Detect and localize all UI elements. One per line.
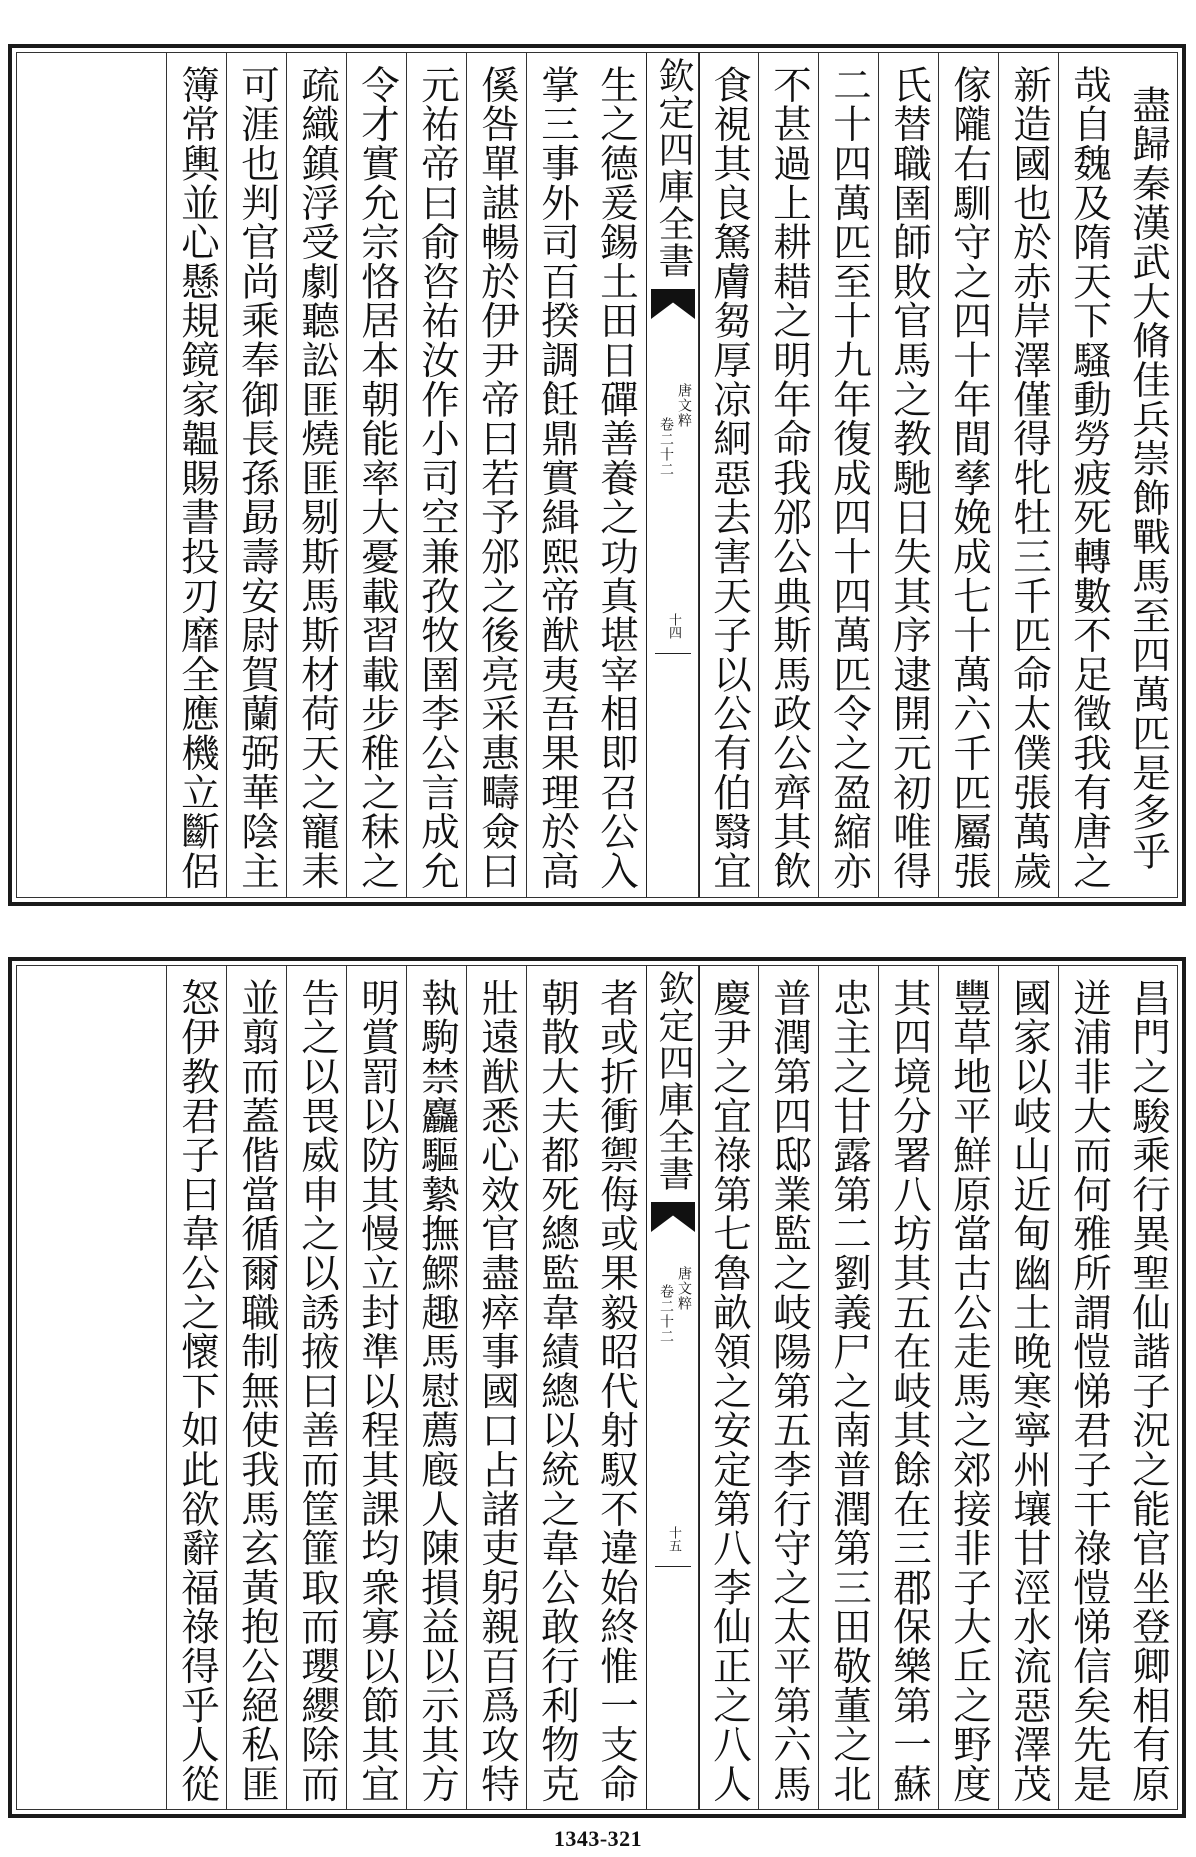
leaf-number: 十五: [666, 1526, 681, 1552]
source-title: 唐文粹: [676, 383, 692, 428]
heart-rule: [655, 1566, 691, 1567]
text-column: 疏織鎮浮受劇聽訟匪燒匪剔斯馬斯材荷天之寵耒: [286, 53, 347, 897]
upper-page: [8, 44, 1186, 906]
folio-number: 1343-321: [553, 1826, 643, 1851]
text-column: 執駒禁麤驅縶撫鰥趣馬慰薦廏人陳損益以示其方: [406, 966, 467, 1809]
lower-page: [8, 957, 1186, 1818]
text-column: 朝散大夫都死總監韋績總以統之韋公敢行利物克: [526, 966, 587, 1809]
text-column: 壯遠猷悉心效官盡瘁事國口占諸吏躬親百爲攻特: [466, 966, 527, 1809]
text-column: 國家以岐山近甸幽土晚寒寧州壤甘涇水流惡澤茂: [998, 966, 1059, 1809]
text-column: 簿常輿並心懸規鏡家韞賜書投刃靡全應機立斷侶: [166, 53, 227, 897]
text-column: 二十四萬匹至十九年復成四十四萬匹令之盈縮亦: [818, 53, 879, 897]
book-title: 欽定四庫全書: [653, 970, 694, 1192]
text-column: 傒咎單諶暢於伊尹帝曰若予邠之後亮采惠疇僉曰: [466, 53, 527, 897]
upper-page-frame: [16, 52, 1178, 898]
text-column: 氏替職圉師敗官馬之教馳日失其序逮開元初唯得: [878, 53, 939, 897]
heart-rule: [655, 653, 691, 654]
block-center-heart: [646, 53, 700, 897]
leaf-number: 十四: [666, 613, 681, 639]
text-column: 食視其良駑膚芻厚凉絅惡去害天子以公有伯翳宜: [698, 53, 759, 897]
text-column: 者或折衝禦侮或果毅昭代射馭不違始終惟一支命: [594, 977, 639, 1804]
juan-number: 卷二十二: [658, 1284, 674, 1344]
text-column: 昌門之駿乘行異聖仙諧子況之能官坐登卿相有原: [1126, 977, 1171, 1804]
text-column: 豐草地平鮮原當古公走馬之郊接非子大丘之野度: [938, 966, 999, 1809]
fish-tail-ornament: [651, 1202, 695, 1232]
text-column: 其四境分署八坊其五在岐其餘在三郡保樂第一蘇: [878, 966, 939, 1809]
text-column: 告之以畏威申之以誘掖曰善而筐篚取而瓔纓除而: [286, 966, 347, 1809]
juan-number: 卷二十二: [658, 417, 674, 477]
block-center-heart: [646, 966, 700, 1809]
text-column: 怒伊教君子曰韋公之懷下如此欲辭福祿得乎人從: [166, 966, 227, 1809]
lower-page-frame: [16, 965, 1178, 1810]
text-column: 迸浦非大而何雅所謂愷悌君子干祿愷悌信矣先是: [1058, 966, 1119, 1809]
text-column: 掌三事外司百揆調飪鼎實緝熙帝猷夷吾果理於高: [526, 53, 587, 897]
source-title: 唐文粹: [676, 1266, 692, 1311]
text-column: 不甚過上耕耤之明年命我邠公典斯馬政公齊其飲: [758, 53, 819, 897]
fish-tail-ornament: [651, 289, 695, 319]
text-column: 明賞罰以防其慢立封準以程其課均衆寡以節其宜: [346, 966, 407, 1809]
text-column: 新造國也於赤岸澤僅得牝牡三千匹命太僕張萬歲: [998, 53, 1059, 897]
text-column: 元祐帝曰俞咨祐汝作小司空兼孜牧圉李公言成允: [406, 53, 467, 897]
text-column: 傢隴右馴守之四十年間孳娩成七十萬六千匹屬張: [938, 53, 999, 897]
text-column: 普潤第四邸業監之岐陽第五李行守之太平第六馬: [758, 966, 819, 1809]
text-column: 並翦而蓋偕當循爾職制無使我馬玄黃抱公絕私匪: [226, 966, 287, 1809]
text-column: 令才實允宗恪居本朝能率大憂載習載步稚之秣之: [346, 53, 407, 897]
text-column: 盡歸秦漢武大脩佳兵崇飾戰馬至四萬匹是多乎: [1126, 85, 1171, 871]
text-column: 生之德爰錫土田日磾善養之功真堪宰相即召公入: [594, 65, 639, 891]
text-column: 慶尹之宜祿第七魯畝領之安定第八李仙正之八人: [698, 966, 759, 1809]
text-column: 哉自魏及隋天下騷動勞疲死轉數不足徵我有唐之: [1058, 53, 1119, 897]
book-title: 欽定四庫全書: [653, 57, 694, 279]
text-column: 忠主之甘露第二劉義尸之南普潤第三田敬董之北: [818, 966, 879, 1809]
text-column: 可涯也判官尚乘奉御長孫勗壽安尉賀蘭弼華陰主: [226, 53, 287, 897]
